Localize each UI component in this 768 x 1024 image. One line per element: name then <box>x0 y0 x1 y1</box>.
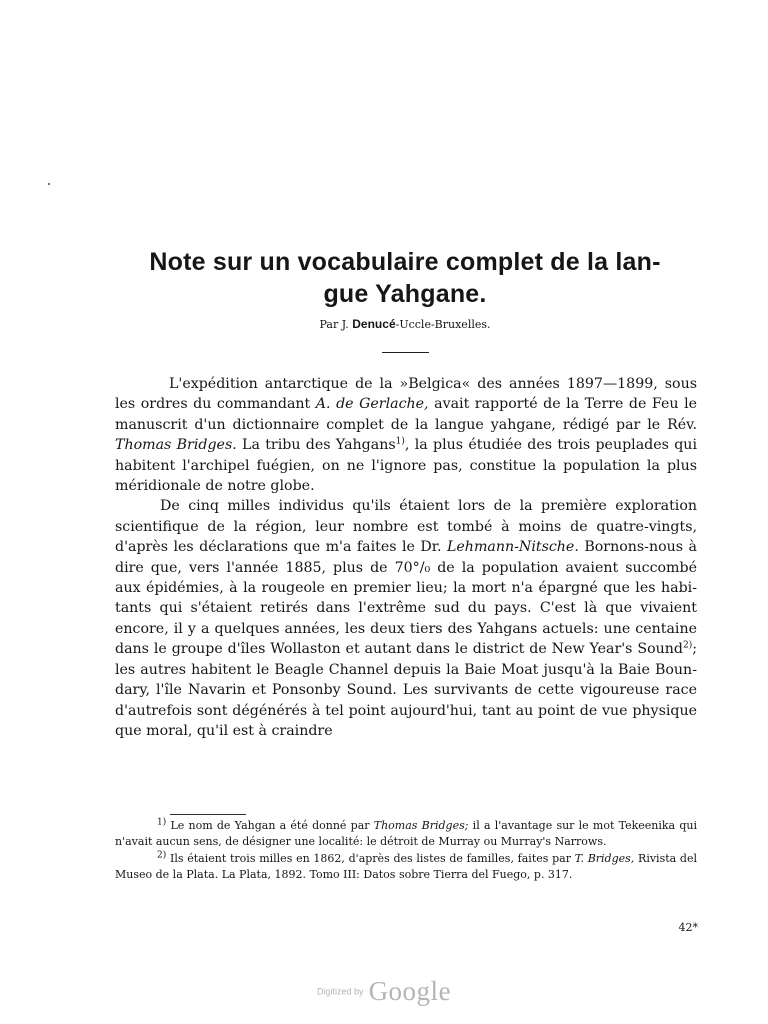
title-line-1: Note sur un vocabulaire complet de la lan- <box>149 248 661 276</box>
text-run: il a l'avantage sur le mot Tekeenika qui n'avait aucun sens, de désigner une localité: le détroit de Murray ou Murray's Narrows. <box>115 819 697 848</box>
italic-span: T. Bridges, <box>574 852 635 866</box>
text-run: Bornons-nous à dire que, vers l'année 1885, plus de 70°/₀ de la population avaient succombé aux épidémies, à la rougeole en premier lieu; la mort n'a épargné que les habitants qui s'étaient retirés dans l'extrême sud du pays. C'est là que vivaient encore, il y a quelques années, les deux tiers des Yahgans actuels: une centaine dans le groupe d'îles Wollaston et autant dans le district de New Year's Sound <box>115 539 697 658</box>
page-number: 42* <box>678 921 698 934</box>
title-line-2: gue Yahgane. <box>323 280 487 308</box>
paragraph-1 <box>115 374 697 496</box>
footnote-ref: 1) <box>157 817 167 828</box>
footnotes <box>115 818 697 884</box>
italic-span: Lehmann-Nitsche. <box>446 539 579 556</box>
watermark-prefix: Digitized by <box>316 986 364 997</box>
byline <box>90 316 720 333</box>
byline-suffix: -Uccle-Bruxelles. <box>395 318 491 331</box>
paragraph-2 <box>115 496 697 741</box>
scan-speck <box>48 183 50 185</box>
footnote-2 <box>115 851 697 882</box>
byline-author: Denucé <box>352 317 396 331</box>
text-run: Ils étaient trois milles en 1862, d'après des listes de familles, faites par <box>166 852 575 866</box>
text-run: , la plus étudiée des trois peuplades qui habitent l'archipel fuégien, on ne l'ignore pas, constitue la population la plus méridionale de notre globe. <box>115 437 697 495</box>
italic-span: Thomas Bridges. <box>115 437 237 454</box>
byline-prefix: Par J. <box>319 318 349 331</box>
footnote-ref: 1) <box>395 436 405 447</box>
italic-span: A. de Gerlache, <box>315 396 429 413</box>
body-text <box>115 374 697 741</box>
article-title <box>90 246 720 310</box>
text-run: ; les autres habitent le Beagle Channel depuis la Baie Moat jusqu'à la Baie Boundary, l'île Navarin et Ponsonby Sound. Les survivants de cette vigoureuse race d'autrefois sont dégénérés à tel point aujourd'hui, tant au point de vue physique que moral, qu'il est à craindre <box>115 641 697 739</box>
text-run: De cinq milles individus qu'ils étaient lors de la première exploration scientifique de la région, leur nombre est tombé à moins de quatre-vingts, d'après les déclarations que m'a faites le Dr. <box>115 498 697 556</box>
digitized-watermark <box>0 976 768 1007</box>
text-run: avait rapporté de la Terre de Feu le manuscrit d'un dictionnaire complet de la langue yahgane, rédigé par le Rév. <box>115 396 697 433</box>
footnote-separator <box>170 814 246 815</box>
text-run: La tribu des Yahgans <box>236 437 396 454</box>
italic-span: Thomas Bridges; <box>373 819 469 832</box>
title-separator <box>382 352 429 353</box>
footnote-ref: 2) <box>682 640 693 651</box>
text-run: Le nom de Yahgan a été donné par <box>166 819 374 832</box>
text-run: Rivista del Museo de la Plata. La Plata, 1892. Tomo III: Datos sobre Tierra del Fuego, p. 317. <box>115 852 697 881</box>
google-logo: Google <box>368 976 452 1006</box>
text-run: L'expédition antarctique de la »Belgica« des années 1897—1899, sous les ordres du commandant <box>115 376 697 413</box>
footnote-ref: 2) <box>157 850 167 861</box>
footnote-1 <box>115 818 697 849</box>
